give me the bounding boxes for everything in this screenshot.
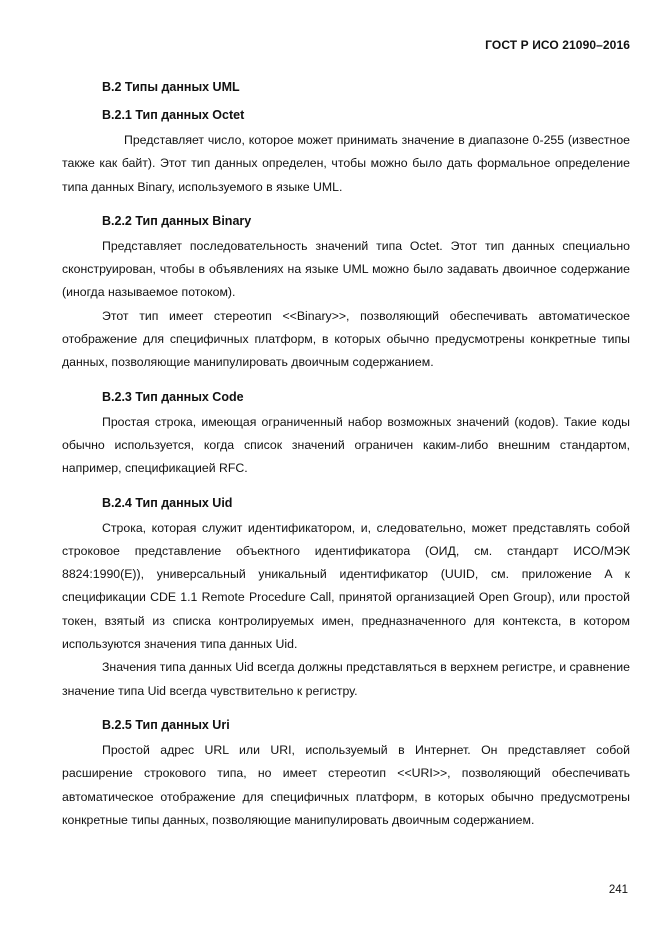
subsection-title-code: B.2.3 Тип данных Code bbox=[102, 389, 244, 404]
page-content bbox=[62, 70, 630, 832]
subsection-title-octet: B.2.1 Тип данных Octet bbox=[102, 108, 245, 122]
section-title: B.2 Типы данных UML bbox=[102, 80, 240, 94]
running-header-standard-id: ГОСТ Р ИСО 21090–2016 bbox=[485, 38, 630, 52]
paragraph-code-1: Простая строка, имеющая ограниченный набор возможных значений (кодов). Такие коды обычно используется, когда список значений ограничен каким-либо внешним стандартом, например, спецификацией RFC. bbox=[62, 414, 630, 476]
subsection-title-uid: B.2.4 Тип данных Uid bbox=[102, 495, 233, 510]
paragraph-uri-1: Простой адрес URL или URI, используемый в Интернет. Он представляет собой расширение строкового типа, но имеет стереотип <<URI>>, позволяющий обеспечивать автоматическое отображение для специфичных платформ, в которых обычно предусмотрены конкретные типы данных, позволяющие манипулировать двоичным содержанием. bbox=[62, 742, 630, 827]
subsection-title-binary: B.2.2 Тип данных Binary bbox=[102, 213, 252, 228]
paragraph-uid-2: Значения типа данных Uid всегда должны представляться в верхнем регистре, и сравнение значение типа Uid всегда чувствительно к регистру. bbox=[62, 660, 630, 698]
paragraph-octet-1: Представляет число, которое может принимать значение в диапазоне 0-255 (известное также как байт). Этот тип данных определен, чтобы можно было дать формальное определение типа данных Binary, используемого в языке UML. bbox=[62, 133, 630, 194]
page-number: 241 bbox=[608, 884, 628, 896]
subsection-title-uri: B.2.5 Тип данных Uri bbox=[102, 717, 230, 732]
paragraph-binary-2: Этот тип имеет стереотип <<Binary>>, позволяющий обеспечивать автоматическое отображение для специфичных платформ, в которых обычно предусмотрены конкретные типы данных, позволяющие манипулировать двоичным содержанием. bbox=[62, 308, 630, 370]
paragraph-binary-1: Представляет последовательность значений типа Octet. Этот тип данных специально сконструирован, чтобы в объявлениях на языке UML можно было задавать двоичное содержание (иногда называемое потоком). bbox=[62, 238, 630, 300]
paragraph-uid-1: Строка, которая служит идентификатором, и, следовательно, может представлять собой строковое представление объектного идентификатора (ОИД, см. стандарт ИСО/МЭК 8824:1990(E)), универсальный уникальный идентификатор (UUID, см. приложение A к спецификации CDE 1.1 Remote Procedure Call, принятой организацией Open Group), или простой токен, взятый из списка контролируемых имен, предназначенного для контекста, в котором используются значения типа данных Uid. bbox=[62, 520, 630, 652]
